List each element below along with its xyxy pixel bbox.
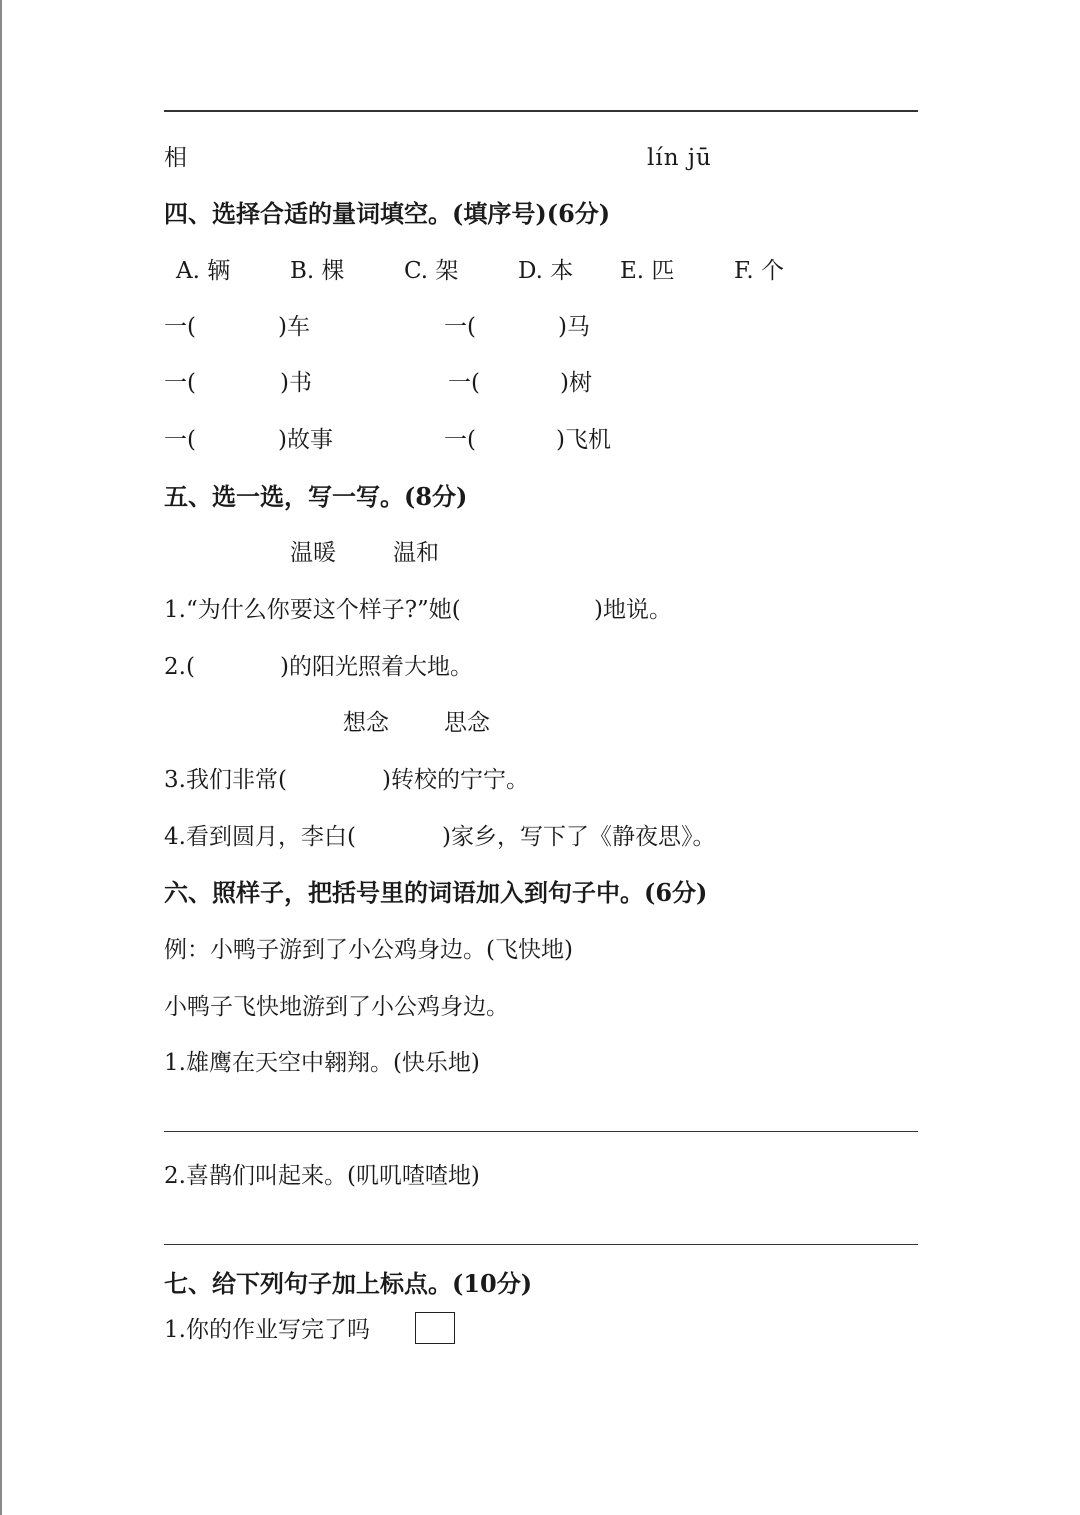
- s6-example: 例：小鸭子游到了小公鸡身边。(飞快地): [164, 937, 573, 963]
- section4-heading: 四、选择合适的量词填空。(填序号)(6分): [164, 199, 611, 228]
- word-sinian: 思念: [444, 710, 490, 736]
- s5-q1-a: 1.“为什么你要这个样子?”她(: [164, 597, 461, 623]
- section5-heading: 五、选一选，写一写。(8分): [164, 482, 468, 511]
- item-shu-pre: 一(: [164, 370, 196, 396]
- s5-q3-a: 3.我们非常(: [164, 767, 287, 793]
- s6-q2: 2.喜鹊们叫起来。(叽叽喳喳地): [164, 1163, 480, 1189]
- item-che-pre: 一(: [164, 314, 196, 340]
- pinyin-linju: lín jū: [647, 145, 712, 171]
- page-left-edge: [0, 0, 2, 1515]
- option-c: C. 架: [404, 258, 459, 284]
- word-wenhe: 温和: [393, 540, 439, 566]
- option-b: B. 棵: [290, 258, 345, 284]
- item-plane-post: )飞机: [556, 427, 611, 453]
- item-plane-pre: 一(: [444, 427, 476, 453]
- s6-q1: 1.雄鹰在天空中翱翔。(快乐地): [164, 1050, 480, 1076]
- s5-q4-b: )家乡，写下了《静夜思》。: [442, 824, 716, 850]
- s5-q2-b: )的阳光照着大地。: [280, 654, 473, 680]
- s5-q2-a: 2.(: [164, 654, 195, 680]
- char-xiang: 相: [164, 145, 187, 171]
- section7-heading: 七、给下列句子加上标点。(10分): [164, 1269, 533, 1298]
- item-story-pre: 一(: [164, 427, 196, 453]
- item-tree-post: )树: [560, 370, 592, 396]
- item-shu-post: )书: [280, 370, 312, 396]
- option-d: D. 本: [518, 258, 574, 284]
- s5-q1-b: )地说。: [594, 597, 672, 623]
- option-e: E. 匹: [620, 258, 675, 284]
- section6-heading: 六、照样子，把括号里的词语加入到句子中。(6分): [164, 878, 708, 907]
- item-ma-post: )马: [558, 314, 590, 340]
- s5-q4-a: 4.看到圆月，李白(: [164, 824, 356, 850]
- answer-line-1: [164, 1131, 918, 1132]
- s6-example-answer: 小鸭子飞快地游到了小公鸡身边。: [164, 994, 509, 1020]
- s7-q1: 1.你的作业写完了吗: [164, 1317, 370, 1343]
- answer-line-2: [164, 1244, 918, 1245]
- option-a: A. 辆: [176, 258, 231, 284]
- top-rule: [164, 110, 918, 112]
- option-f: F. 个: [734, 258, 784, 284]
- punctuation-answer-box[interactable]: [415, 1312, 455, 1344]
- item-che-post: )车: [278, 314, 310, 340]
- word-xiangnian: 想念: [343, 710, 389, 736]
- s5-q3-b: )转校的宁宁。: [382, 767, 529, 793]
- item-ma-pre: 一(: [444, 314, 476, 340]
- item-tree-pre: 一(: [448, 370, 480, 396]
- item-story-post: )故事: [278, 427, 333, 453]
- word-wennuan: 温暖: [290, 540, 336, 566]
